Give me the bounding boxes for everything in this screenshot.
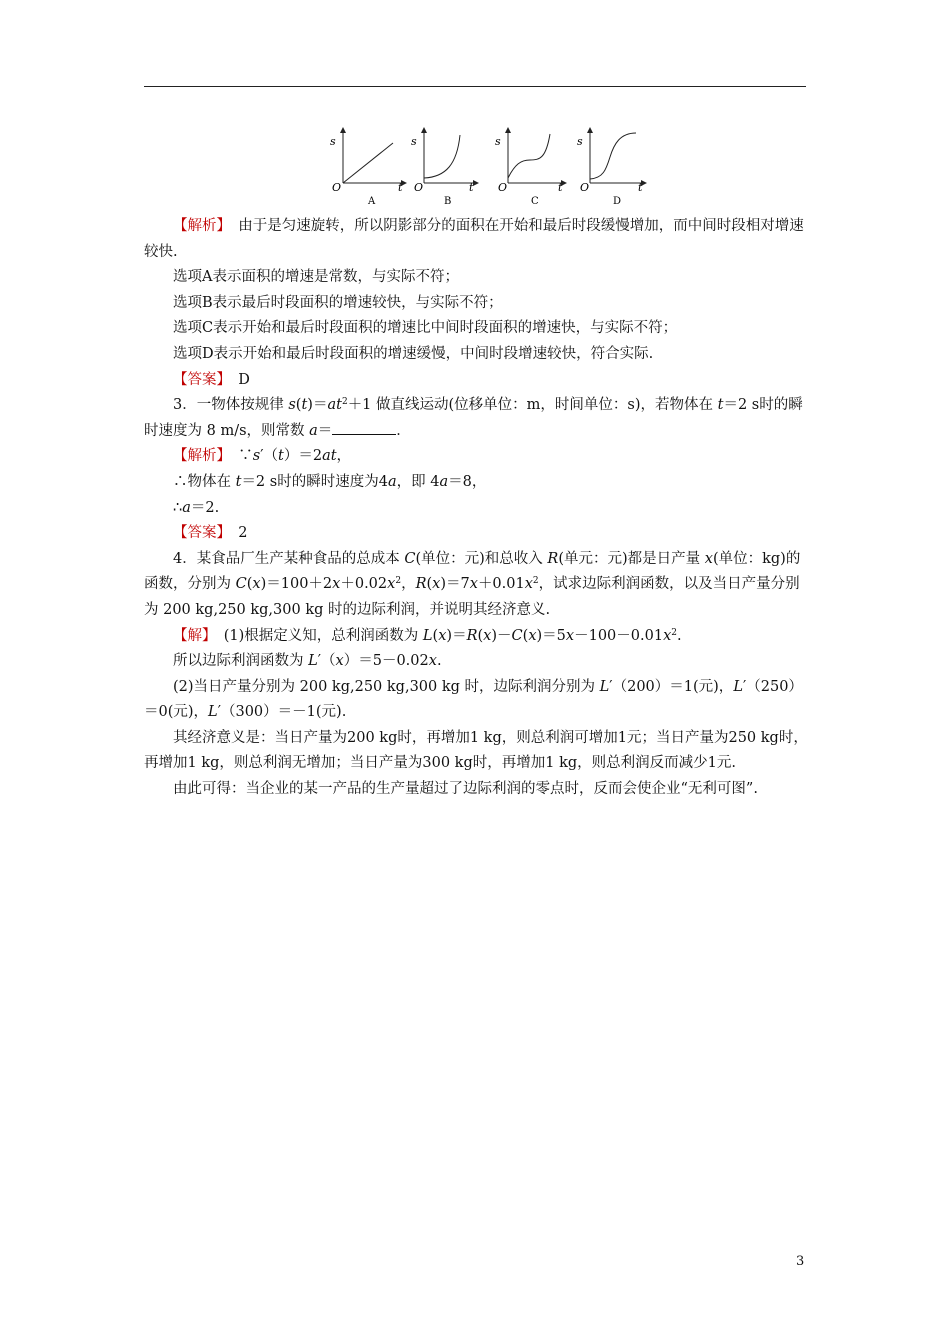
- option-c-note: 选项C表示开始和最后时段面积的增速比中间时段面积的增速快，与实际不符；: [173, 320, 678, 337]
- question-3: 3．一物体按规律 $s(t)=at^2+1$ 做直线运动(位移单位：m，时间单位：s)，若物体在 t＝2 s时的瞬时速度为 8 m/s，则常数 a＝ ．: [144, 397, 803, 439]
- analysis-tag: 【解析】: [173, 448, 224, 465]
- solution-3-line-3: ∴a＝2.: [173, 499, 220, 516]
- graph-c: [495, 128, 566, 207]
- answer-blank: [332, 421, 396, 435]
- axis-s-label: s: [577, 135, 583, 148]
- answer-3: 【答案】 2: [173, 525, 248, 542]
- origin-label: O: [414, 181, 424, 194]
- graph-b-label: B: [444, 196, 452, 207]
- option-d-note: 选项D表示开始和最后时段面积的增速缓慢，中间时段增速较快，符合实际.: [173, 345, 654, 362]
- graph-a-label: A: [368, 196, 376, 207]
- document-body: [144, 214, 808, 803]
- answer-tag: 【答案】: [173, 525, 224, 542]
- axis-t-label: t: [638, 181, 643, 194]
- graph-b: [411, 128, 478, 207]
- graph-a: [330, 128, 406, 207]
- graph-c-label: C: [531, 196, 539, 207]
- axis-s-label: s: [330, 135, 336, 148]
- analysis-tag: 【解析】: [173, 218, 224, 234]
- graph-d: [577, 128, 646, 207]
- solution-3-line-2: ∴物体在 t＝2 s时的瞬时速度为4a，即 4a＝8，: [173, 473, 487, 490]
- answer-2: 【答案】 D: [173, 371, 250, 388]
- conclusion: 由此可得：当企业的某一产品的生产量超过了边际利润的零点时，反而会使企业“无利可图”.: [173, 781, 758, 798]
- origin-label: O: [332, 181, 342, 194]
- graph-d-label: D: [613, 196, 622, 207]
- graph-options-figure: [318, 122, 648, 207]
- solution-2-intro: 【解析】 由于是匀速旋转，所以阴影部分的面积在开始和最后时段缓慢增加，而中间时段相对增速较快.: [144, 218, 804, 260]
- axis-t-label: t: [558, 181, 563, 194]
- origin-label: O: [498, 181, 508, 194]
- page-number: 3: [796, 1254, 805, 1269]
- option-a-note: 选项A表示面积的增速是常数，与实际不符；: [173, 269, 459, 286]
- question-4: 4．某食品厂生产某种食品的总成本 C(单位：元)和总收入 R(单元：元)都是日产量 x(单位：kg)的函数，分别为 $C(x)=100+2x+0.02x^2$，$R(x)=7x+0.01x^2$，试求边际利润函数，以及当日产量分别为 200 kg,250 kg,300 kg 时的边际利润，并说明其经济意义.: [144, 550, 801, 618]
- header-rule: [144, 86, 806, 87]
- answer-tag: 【答案】: [173, 371, 224, 388]
- axis-s-label: s: [411, 135, 417, 148]
- option-b-note: 选项B表示最后时段面积的增速较快，与实际不符；: [173, 294, 503, 311]
- solution-4-line-2: 所以边际利润函数为 L′（x）＝5－0.02x.: [173, 653, 442, 670]
- axis-t-label: t: [469, 181, 474, 194]
- origin-label: O: [580, 181, 590, 194]
- economic-meaning: 其经济意义是：当日产量为200 kg时，再增加1 kg，则总利润可增加1元；当日产量为250 kg时，再增加1 kg，则总利润无增加；当日产量为300 kg时，再增加1 kg，则总利润反而减少1元.: [144, 729, 808, 772]
- axis-t-label: t: [398, 181, 403, 194]
- solution-tag: 【解】: [173, 627, 210, 644]
- solution-3-line-1: 【解析】 ∵s′（t）＝2at，: [173, 448, 352, 465]
- solution-4-line-1: 【解】 (1)根据定义知，总利润函数为 $L(x)=R(x)-C(x)=5x-100-0.01x^2$.: [173, 627, 682, 644]
- solution-4-line-3: (2)当日产量分别为 200 kg,250 kg,300 kg 时，边际利润分别为 L′（200）＝1(元)，L′（250）＝0(元)，L′（300）＝－1(元).: [144, 678, 803, 721]
- axis-s-label: s: [495, 135, 501, 148]
